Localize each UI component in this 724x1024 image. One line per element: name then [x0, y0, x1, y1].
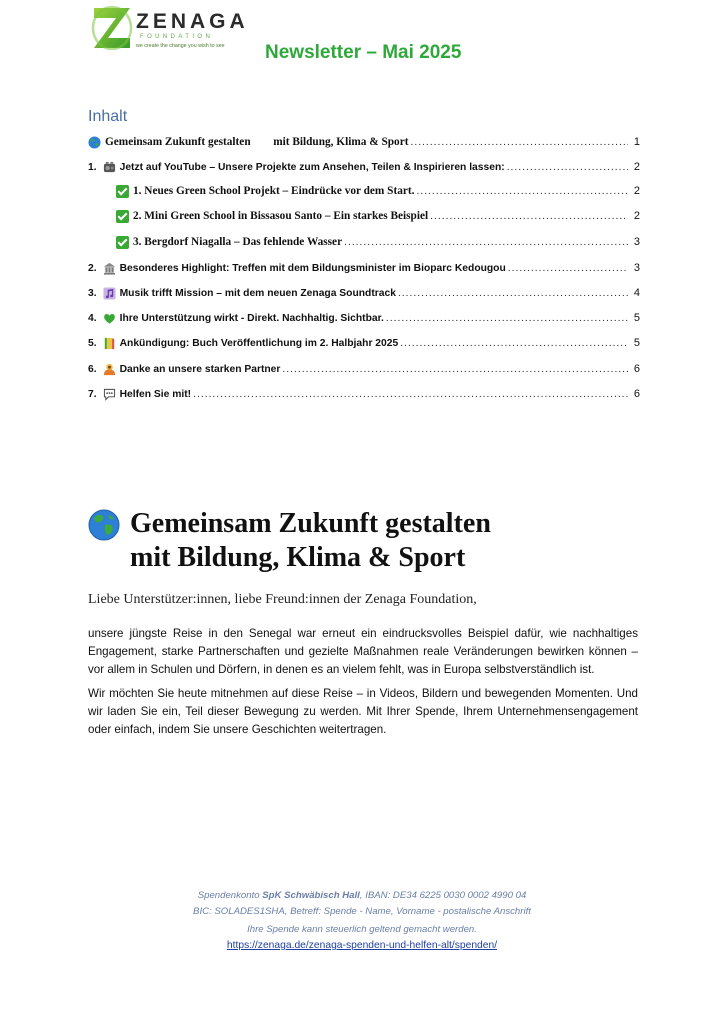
toc-item-label: Ihre Unterstützung wirkt - Direkt. Nachhaltig. Sichtbar.: [119, 312, 384, 324]
green-heart-icon: [103, 312, 116, 325]
main-title: [88, 507, 491, 575]
toc-item-label: Jetzt auf YouTube – Unsere Projekte zum Ansehen, Teilen & Inspirieren lassen:: [119, 161, 505, 173]
toc-item-number: 3.: [88, 287, 97, 299]
toc-item-label: Gemeinsam Zukunft gestalten mit Bildung, Klima & Sport: [105, 136, 409, 148]
toc-item-number: 1.: [88, 161, 97, 173]
toc-heading: Inhalt: [88, 108, 128, 125]
toc-item-number: 5.: [88, 337, 97, 349]
toc-item-helfen[interactable]: [88, 386, 640, 402]
globe-icon: [88, 136, 101, 149]
toc-item-label: Besonderes Highlight: Treffen mit dem Bildungsminister im Bioparc Kedougou: [119, 262, 506, 274]
main-title-line1: Gemeinsam Zukunft gestalten: [130, 508, 491, 539]
toc-item-buch[interactable]: [88, 335, 640, 351]
logo-tagline: we create the change you wish to see: [136, 43, 225, 49]
toc-item-bergdorf-niagalla[interactable]: [116, 234, 640, 250]
projector-icon: [103, 161, 116, 174]
toc-page-number: 4: [633, 287, 640, 299]
toc-page-number: 6: [633, 363, 640, 375]
toc-item-label: 2. Mini Green School in Bissasou Santo – Ein starkes Beispiel: [133, 210, 429, 222]
footer-bic-line: BIC: SOLADES1SHA, Betreff: Spende - Name, Vorname - postalische Anschrift: [193, 906, 531, 917]
toc-item-number: 6.: [88, 363, 97, 375]
checkmark-icon: [116, 210, 129, 223]
toc-page-number: 2: [633, 185, 640, 197]
toc-page-number: 3: [633, 236, 640, 248]
toc-item-label: Musik trifft Mission – mit dem neuen Zenaga Soundtrack: [119, 287, 396, 299]
toc-page-number: 6: [633, 388, 640, 400]
newsletter-title: Newsletter – Mai 2025: [265, 42, 462, 63]
toc-item-label: 3. Bergdorf Niagalla – Das fehlende Wasser: [133, 236, 343, 248]
footer-bank-name: SpK Schwäbisch Hall: [262, 890, 360, 901]
toc-page-number: 5: [633, 337, 640, 349]
toc-item-green-school[interactable]: [116, 183, 640, 199]
toc-item-youtube[interactable]: [88, 159, 640, 175]
checkmark-icon: [116, 185, 129, 198]
logo-subtitle: FOUNDATION: [140, 34, 214, 40]
toc-item-label: 1. Neues Green School Projekt – Eindrücke vor dem Start.: [133, 185, 415, 197]
greeting: Liebe Unterstützer:innen, liebe Freund:innen der Zenaga Foundation,: [88, 592, 477, 607]
toc-item-partner[interactable]: [88, 361, 640, 377]
donation-link[interactable]: https://zenaga.de/zenaga-spenden-und-helfen-alt/spenden/: [226, 940, 498, 951]
toc-item-number: 7.: [88, 388, 97, 400]
toc-item-unterstuetzung[interactable]: [88, 310, 640, 326]
speech-bubble-icon: [103, 388, 116, 401]
toc-item-label: Danke an unsere starken Partner: [119, 363, 281, 375]
footer-bank-line: Spendenkonto SpK Schwäbisch Hall, IBAN: DE34 6225 0030 0002 4990 04: [197, 890, 527, 901]
footer-tax-line: Ihre Spende kann steuerlich geltend gemacht werden.: [247, 924, 477, 935]
toc-item-number: 4.: [88, 312, 97, 324]
toc-page-number: 2: [633, 210, 640, 222]
logo-name: ZENAGA: [136, 10, 249, 33]
book-icon: [103, 337, 116, 350]
handshake-icon: [103, 363, 116, 376]
toc-item-label: Ankündigung: Buch Veröffentlichung im 2. Halbjahr 2025: [119, 337, 399, 349]
toc-item-bildungsminister[interactable]: [88, 260, 640, 276]
music-note-icon: [103, 287, 116, 300]
toc-item-zukunft-gestalten[interactable]: [88, 134, 640, 150]
toc-item-label: Helfen Sie mit!: [119, 388, 192, 400]
toc-page-number: 5: [633, 312, 640, 324]
paragraph-2: Wir möchten Sie heute mitnehmen auf diese Reise – in Videos, Bildern und bewegenden Momenten. Und wir laden Sie ein, Teil dieser Bewegung zu werden. Mit Ihrer Spende, Ihrem Unternehmensengagement oder einfach, indem Sie unsere Geschichten weitertragen.: [88, 687, 638, 736]
toc-page-number: 1: [633, 136, 640, 148]
checkmark-icon: [116, 236, 129, 249]
footer: [0, 888, 724, 954]
toc-item-number: 2.: [88, 262, 97, 274]
zenaga-z-logo-icon: [90, 4, 134, 52]
building-icon: [103, 262, 116, 275]
toc-page-number: 2: [633, 161, 640, 173]
toc-item-musik[interactable]: [88, 285, 640, 301]
zenaga-logo: [90, 4, 260, 54]
toc-page-number: 3: [633, 262, 640, 274]
main-title-line2: mit Bildung, Klima & Sport: [130, 542, 466, 573]
toc-item-mini-green-school[interactable]: [116, 208, 640, 224]
paragraph-1: unsere jüngste Reise in den Senegal war erneut ein eindrucksvolles Beispiel dafür, wie nachhaltiges Engagement, starke Partnerschaften und gezielte Maßnahmen reale Veränderungen bewirken können – vor allem in Schulen und Dörfern, in denen es an vielem fehlt, was in Europa selbstverständlich ist.: [88, 627, 638, 676]
